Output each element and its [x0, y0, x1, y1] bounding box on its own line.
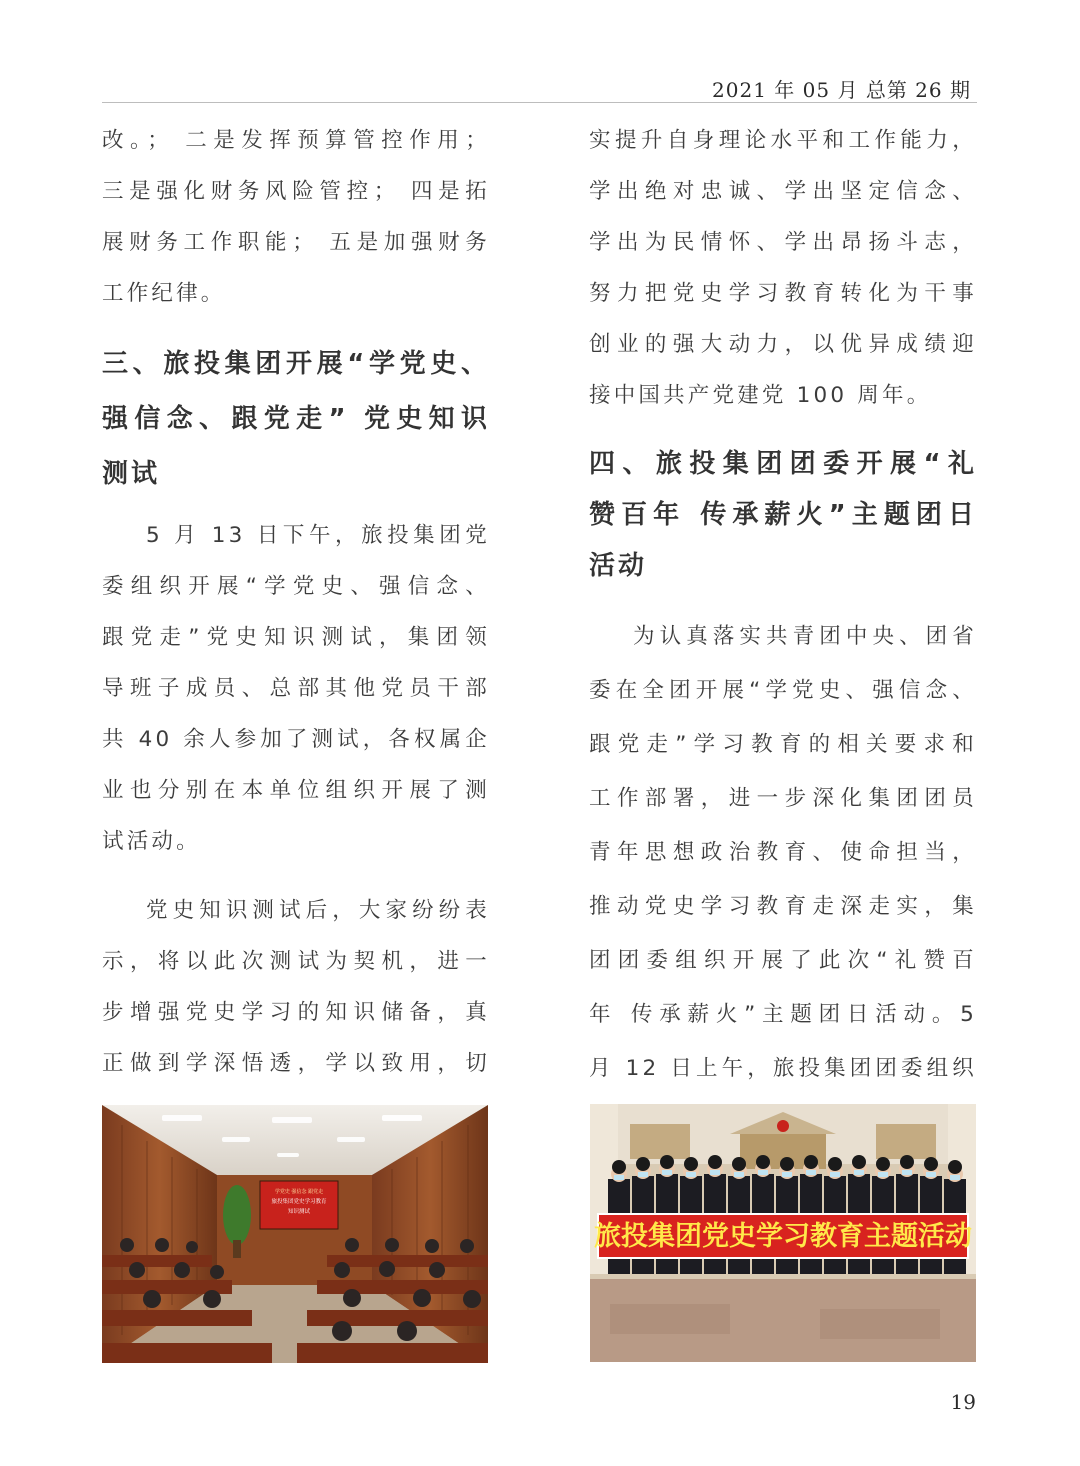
text-line: 推动党史学习教育走深走实，集	[589, 894, 977, 919]
text-line: 学出为民情怀、学出昂扬斗志，	[589, 230, 977, 255]
text-line: 示，将以此次测试为契机，进一	[102, 949, 490, 974]
section-heading-3: 测试	[102, 459, 161, 489]
section-heading-3: 三、旅投集团开展“学党史、	[102, 349, 490, 379]
text-line: 展财务工作职能； 五是加强财务	[102, 230, 490, 255]
screen-text: 知识测试	[287, 1209, 311, 1215]
text-line: 努力把党史学习教育转化为干事	[589, 281, 977, 306]
text-line: 年 传承薪火”主题团日活动。5	[589, 1002, 977, 1027]
text-line: 共 40 余人参加了测试，各权属企	[102, 727, 490, 752]
text-line: 改。； 二是发挥预算管控作用；	[102, 128, 490, 153]
page-number: 19	[950, 1390, 976, 1414]
text-line: 三是强化财务风险管控； 四是拓	[102, 179, 490, 204]
section-heading-4: 活动	[589, 551, 648, 581]
text-line: 青年思想政治教育、使命担当，	[589, 840, 977, 865]
text-line: 学出绝对忠诚、学出坚定信念、	[589, 179, 977, 204]
page-header	[102, 72, 977, 103]
text-line: 党史知识测试后，大家纷纷表	[146, 898, 490, 923]
issue-label: 2021 年 05 月 总第 26 期	[712, 78, 971, 102]
text-line: 跟党走”党史知识测试，集团领	[102, 625, 490, 650]
section-heading-4: 四、旅投集团团委开展“礼	[589, 449, 977, 479]
text-line: 业也分别在本单位组织开展了测	[102, 778, 490, 803]
text-line: 步增强党史学习的知识储备，真	[102, 1000, 490, 1025]
text-line: 接中国共产党建党 100 周年。	[589, 383, 932, 408]
text-line: 正做到学深悟透，学以致用，切	[102, 1051, 490, 1076]
right-column	[589, 115, 977, 1096]
text-line: 委组织开展“学党史、强信念、	[102, 574, 490, 599]
screen-text: 旅投集团党史学习教育	[271, 1199, 327, 1205]
text-line: 工作纪律。	[102, 281, 226, 306]
text-line: 5 月 13 日下午，旅投集团党	[146, 523, 490, 548]
banner-text: 旅投集团党史学习教育主题活动	[594, 1221, 972, 1252]
text-line: 试活动。	[102, 829, 201, 854]
text-line: 团团委组织开展了此次“礼赞百	[589, 948, 977, 973]
section-heading-4: 赞百年 传承薪火”主题团日	[589, 500, 977, 530]
text-line: 导班子成员、总部其他党员干部	[102, 676, 490, 701]
text-line: 创业的强大动力，以优异成绩迎	[589, 332, 977, 357]
text-line: 委在全团开展“学党史、强信念、	[589, 678, 977, 703]
text-line: 跟党走”学习教育的相关要求和	[589, 732, 977, 757]
screen-text: 学党史 强信念 跟党走	[274, 1189, 324, 1195]
text-line: 为认真落实共青团中央、团省	[633, 624, 977, 649]
text-line: 实提升自身理论水平和工作能力，	[589, 128, 977, 153]
text-line: 工作部署，进一步深化集团团员	[589, 786, 977, 811]
left-column	[102, 115, 490, 1089]
meeting-room-photo	[102, 1105, 488, 1363]
section-heading-3: 强信念、跟党走” 党史知识	[102, 404, 490, 434]
group-photo	[590, 1104, 976, 1362]
text-line: 月 12 日上午，旅投集团团委组织	[589, 1056, 977, 1081]
